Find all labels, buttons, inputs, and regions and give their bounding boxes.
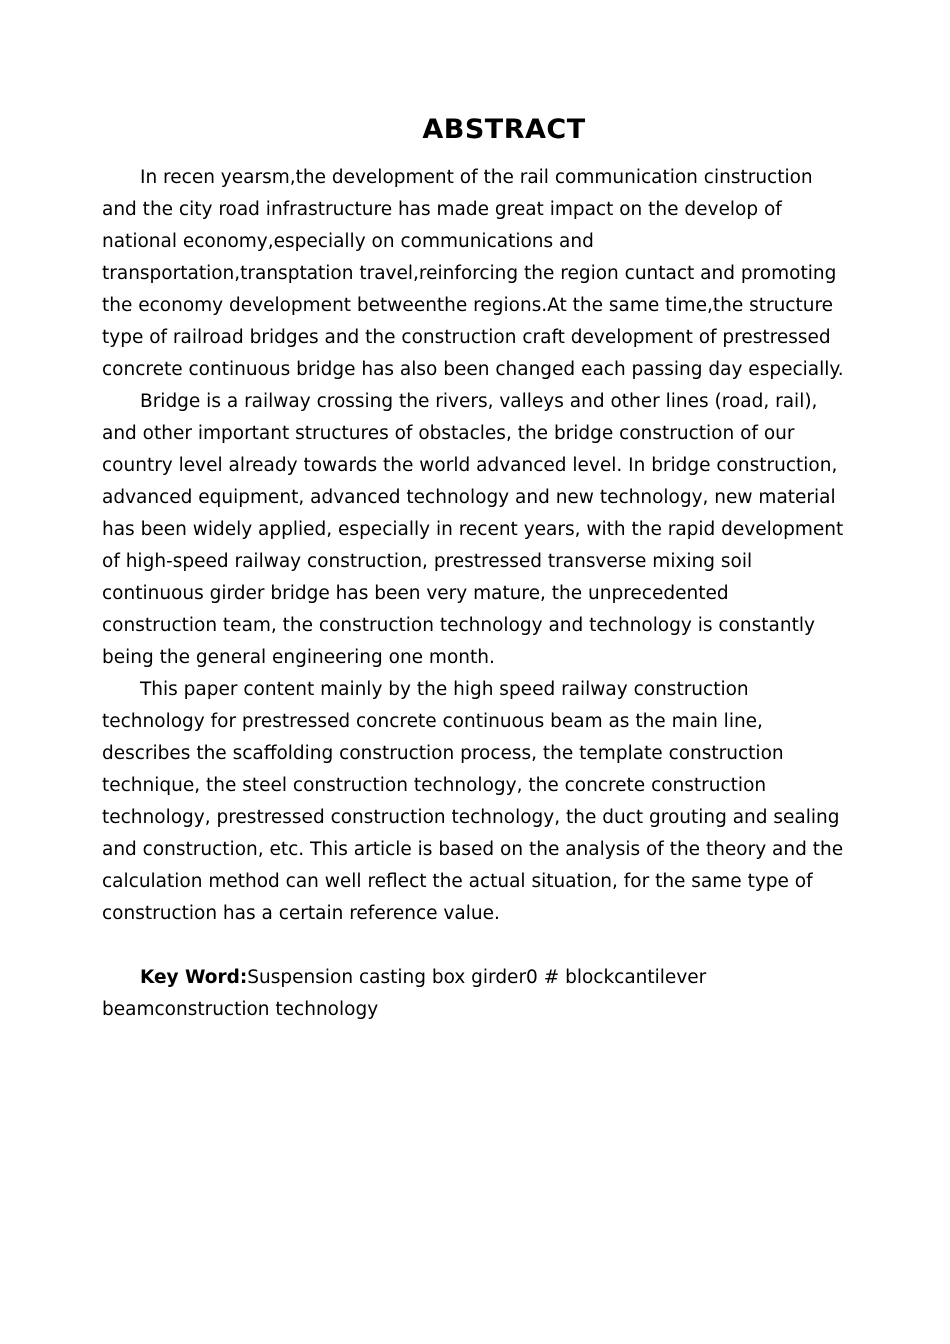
abstract-paragraph-3: This paper content mainly by the high speed railway construction technology for prestressed concrete continuous beam as the main line, describes the scaffolding construction process, the template construction technique, the steel construction technology, the concrete construction technology, prestressed construction technology, the duct grouting and sealing and construction, etc. This article is based on the analysis of the theory and the calculation method can well reflect the actual situation, for the same type of construction has a certain reference value. <box>102 679 844 924</box>
abstract-section <box>102 112 848 1026</box>
keywords-label: Key Word: <box>140 967 248 988</box>
abstract-title: ABSTRACT <box>422 114 586 145</box>
abstract-paragraph-2: Bridge is a railway crossing the rivers, valleys and other lines (road, rail), and other important structures of obstacles, the bridge construction of our country level already towards the world advanced level. In bridge construction, advanced equipment, advanced technology and new technology, new material has been widely applied, especially in recent years, with the rapid development of high-speed railway construction, prestressed transverse mixing soil continuous girder bridge has been very mature, the unprecedented construction team, the construction technology and technology is constantly being the general engineering one month. <box>102 391 844 668</box>
paragraph-spacer <box>102 930 848 962</box>
keywords-line <box>102 962 848 1026</box>
keywords-text: Suspension casting box girder0 # blockcantilever beamconstruction technology <box>102 967 707 1020</box>
abstract-paragraph-1: In recen yearsm,the development of the rail communication cinstruction and the city road infrastructure has made great impact on the develop of national economy,especially on communications and transportation,transptation travel,reinforcing the region cuntact and promoting the economy development betweenthe regions.At the same time,the structure type of railroad bridges and the construction craft development of prestressed concrete continuous bridge has also been changed each passing day especially. <box>102 167 844 380</box>
